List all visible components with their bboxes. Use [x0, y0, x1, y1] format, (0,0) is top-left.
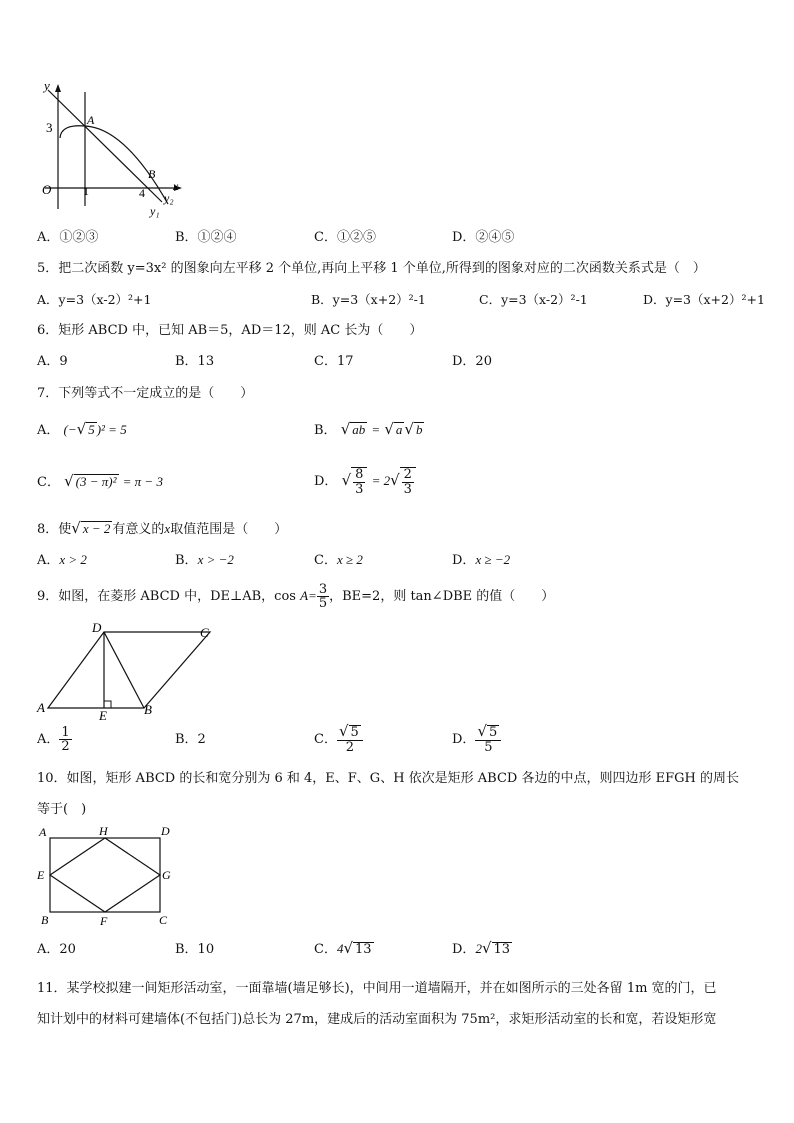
- q8-stem: [37, 519, 287, 539]
- q5-option-a: A．y=3（x-2）²+1: [37, 292, 152, 307]
- q8-stem-rad: x − 2: [82, 521, 111, 536]
- q8-option-a-math: x > 2: [59, 552, 87, 567]
- q4-option-c: C．①②⑤: [314, 230, 376, 245]
- q8-stem-pre: 8．使: [37, 522, 72, 537]
- q11-line2: 知计划中的材料可建墙体(不包括门)总长为 27m，建成后的活动室面积为 75m²，求矩形活动室的长和宽，若设矩形宽: [37, 1012, 717, 1027]
- q6-option-c: C．17: [314, 354, 354, 369]
- q5-option-d: D．y=3（x+2）²+1: [643, 292, 765, 307]
- q4-label-y1: y₁: [150, 204, 160, 218]
- q10-option-c-coef: 4: [336, 941, 344, 956]
- q4-option-b: B．①②④: [175, 230, 237, 245]
- q7-option-a-post: )² = 5: [96, 422, 127, 437]
- q9-label-E: E: [99, 708, 107, 723]
- q8-stem-post: 取值范围是（ ）: [170, 522, 288, 537]
- q7-option-b-rad1: ab: [352, 422, 366, 437]
- radical-icon: √: [477, 722, 487, 740]
- radical-icon: √: [343, 939, 354, 957]
- q5-option-b: B．y=3（x+2）²-1: [311, 292, 426, 307]
- q10-option-d-coef: 2: [475, 941, 482, 956]
- q4-label-1: 1: [83, 184, 89, 198]
- q10-label-D: D: [161, 824, 170, 838]
- q9-label-A: A: [37, 700, 45, 715]
- q7-option-d-den1: 3: [355, 481, 364, 497]
- q4-label-A: A: [87, 113, 95, 127]
- q6-stem: 6．矩形 ABCD 中，已知 AB＝5，AD＝12，则 AC 长为（ ）: [37, 323, 423, 338]
- q9-option-a: [37, 724, 72, 756]
- q9-rhombus-figure: [34, 620, 216, 724]
- q9-option-c-num-wrap: [337, 722, 363, 741]
- q8-option-c-math: x ≥ 2: [336, 552, 363, 567]
- q8-option-b: [175, 551, 234, 570]
- q7-option-d: [314, 463, 416, 499]
- q4-option-a: A．①②③: [37, 230, 99, 245]
- q10-option-d-rad: 13: [493, 942, 511, 957]
- q8-option-a-letter: A．: [37, 553, 60, 568]
- q8-stem-mid: 有意义的: [112, 522, 165, 537]
- q4-label-O: O: [42, 182, 52, 197]
- q9-stem-frac: [317, 583, 329, 610]
- q4-label-3: 3: [46, 120, 53, 135]
- q6-option-a: A．9: [37, 354, 68, 369]
- q7-option-a: [37, 420, 127, 440]
- q9-label-D: D: [92, 620, 102, 635]
- q7-option-c-rad: (3 − π)²: [75, 474, 117, 489]
- q9-option-d-letter: D．: [452, 732, 476, 747]
- q4-graph-figure: [30, 76, 190, 221]
- q10-label-H: H: [99, 824, 108, 838]
- radical-icon: √: [341, 471, 352, 489]
- q10-option-c-rad: 13: [355, 942, 372, 957]
- q9-option-d-frac: [475, 722, 501, 755]
- q7-option-d-num1: 8: [355, 466, 364, 482]
- radical-icon: √: [340, 420, 351, 438]
- q10-label-A: A: [39, 825, 47, 839]
- q10-label-F: F: [100, 914, 108, 928]
- q7-option-d-num2: 2: [403, 466, 412, 482]
- q9-stem-eq: =: [308, 588, 317, 603]
- q8-option-c: [314, 551, 363, 570]
- q9-label-C: C: [200, 625, 209, 640]
- q9-option-c-frac: [337, 722, 363, 755]
- q8-option-b-math: x > −2: [197, 552, 234, 567]
- q4-option-d: D．②④⑤: [452, 230, 515, 245]
- q10-label-E: E: [37, 868, 45, 882]
- q7-option-a-rad: 5: [88, 422, 95, 437]
- q7-option-c-post: = π − 3: [122, 474, 163, 489]
- q7-option-c: [37, 472, 163, 492]
- q8-option-d-math: x ≥ −2: [475, 552, 511, 567]
- q9-option-a-num: 1: [61, 725, 70, 740]
- q4-label-y2: y₂: [164, 191, 174, 205]
- q10-option-c-letter: C．: [314, 942, 337, 957]
- q5-option-c: C．y=3（x-2）²-1: [479, 292, 588, 307]
- q11-line1: 11．某学校拟建一间矩形活动室，一面靠墙(墙足够长)，中间用一道墙隔开，并在如图所示的三处各留 1m 宽的门，已: [37, 981, 717, 996]
- radical-icon: √: [404, 420, 414, 438]
- q7-option-b-rad3: b: [415, 422, 423, 437]
- q9-option-d-num-wrap: [475, 722, 501, 741]
- q6-option-b: B．13: [175, 354, 215, 369]
- q9-option-b: B．2: [175, 732, 206, 747]
- q10-label-C: C: [159, 913, 168, 927]
- q10-label-B: B: [41, 913, 49, 927]
- q8-option-d-letter: D．: [452, 553, 476, 568]
- q5-stem: 5．把二次函数 y=3x² 的图象向左平移 2 个单位,再向上平移 1 个单位,所得到的图象对应的二次函数关系式是（ ）: [37, 261, 706, 276]
- q7-option-a-letter: A．: [37, 423, 60, 438]
- q7-stem: 7．下列等式不一定成立的是（ ）: [37, 386, 254, 401]
- q7-option-c-letter: C．: [37, 475, 60, 490]
- q8-option-c-letter: C．: [314, 553, 337, 568]
- q9-frac-den: 5: [318, 596, 328, 611]
- q9-option-a-frac: [59, 726, 71, 753]
- q9-stem-post: ，BE=2，则 tan∠DBE 的值（ ）: [329, 589, 555, 604]
- q9-stem-pre: 9．如图，在菱形 ABCD 中，DE⊥AB，cos: [37, 589, 296, 604]
- q8-option-b-letter: B．: [175, 553, 198, 568]
- radical-icon: √: [390, 471, 400, 489]
- q10-option-d: [452, 939, 512, 959]
- q10-stem-line2: 等于( ): [37, 802, 87, 817]
- q7-option-b: [314, 420, 424, 440]
- q4-label-4: 4: [139, 186, 145, 200]
- q9-option-d: [452, 724, 501, 756]
- q10-rectangle-figure: [32, 822, 180, 930]
- q9-option-d-den: 5: [484, 740, 493, 755]
- q4-label-y: y: [44, 78, 50, 93]
- q10-option-c: [314, 939, 374, 959]
- q7-option-d-letter: D．: [314, 474, 338, 489]
- q8-option-d: [452, 551, 510, 570]
- q9-option-a-den: 2: [61, 739, 70, 754]
- q7-option-d-den2: 3: [403, 481, 412, 497]
- q8-option-a: [37, 551, 87, 570]
- q9-option-c-den: 2: [345, 740, 355, 755]
- q10-label-G: G: [162, 868, 171, 882]
- radical-icon: √: [338, 722, 349, 740]
- q10-option-b: B．10: [175, 942, 215, 957]
- q9-label-B: B: [144, 702, 152, 717]
- q7-option-b-rad2: a: [395, 422, 403, 437]
- radical-icon: √: [71, 519, 81, 537]
- radical-icon: √: [481, 939, 492, 957]
- radical-icon: √: [76, 420, 87, 438]
- q7-option-d-eq: = 2: [371, 473, 391, 488]
- radical-icon: √: [384, 420, 394, 438]
- q7-option-b-letter: B．: [314, 423, 337, 438]
- q7-option-d-frac1: [351, 467, 367, 497]
- q9-option-c: [314, 724, 363, 756]
- q6-option-d: D．20: [452, 354, 492, 369]
- q4-label-B: B: [148, 167, 156, 181]
- q4-label-x: x: [173, 179, 179, 193]
- radical-icon: √: [64, 472, 74, 490]
- q9-option-c-num: 5: [350, 725, 359, 740]
- q7-option-a-pre: (−: [63, 422, 77, 437]
- q9-option-a-letter: A．: [37, 732, 60, 747]
- q10-option-d-letter: D．: [452, 942, 476, 957]
- q7-option-d-frac2: [400, 467, 416, 497]
- q8-stem-var: x: [164, 521, 171, 536]
- q9-stem-var: A: [300, 588, 309, 603]
- q10-stem-line1: 10．如图，矩形 ABCD 的长和宽分别为 6 和 4，E、F、G、H 依次是矩形 ABCD 各边的中点，则四边形 EFGH 的周长: [37, 771, 739, 786]
- q10-option-a: A．20: [37, 942, 76, 957]
- q9-option-d-num: 5: [489, 725, 498, 740]
- q7-option-b-eq: =: [371, 422, 381, 437]
- q9-option-c-letter: C．: [314, 732, 337, 747]
- q9-stem: [37, 580, 554, 613]
- q9-frac-num: 3: [318, 582, 328, 597]
